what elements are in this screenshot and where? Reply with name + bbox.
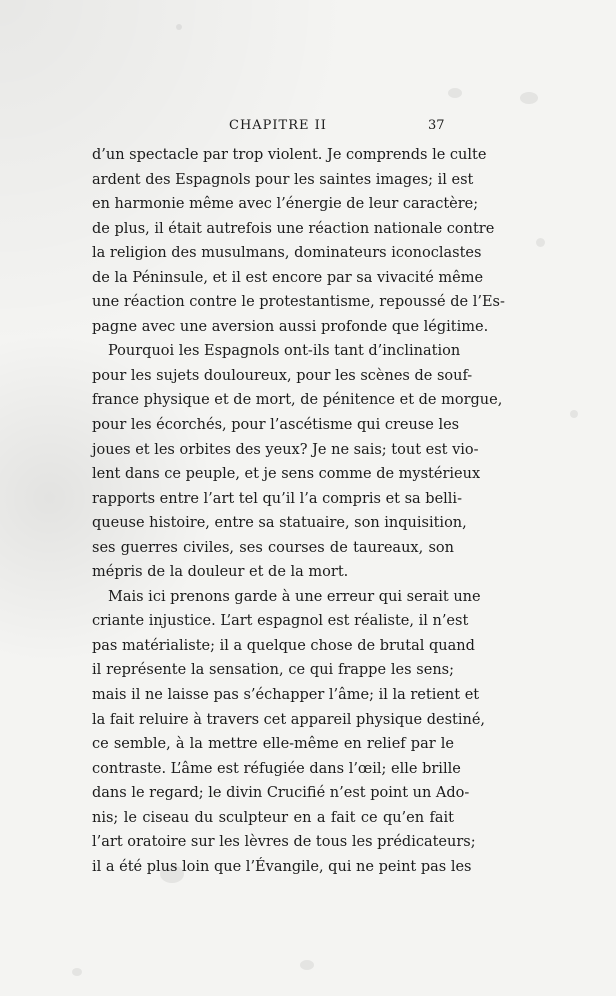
text-line: pour les sujets douloureux, pour les scènes de souf- — [92, 367, 473, 384]
page-number: 37 — [428, 118, 445, 133]
paper-stain — [176, 24, 182, 30]
text-line: Mais ici prenons garde à une erreur qui serait une — [108, 588, 481, 605]
text-line: nis; le ciseau du sculpteur en a fait ce qu’en fait — [92, 809, 454, 826]
text-line: mais il ne laisse pas s’échapper l’âme; il la retient et — [92, 687, 480, 704]
text-line: la fait reluire à travers cet appareil physique destiné, — [92, 711, 486, 728]
text-line: ce semble, à la mettre elle-même en relief par le — [92, 736, 454, 753]
text-line: il a été plus loin que l’Évangile, qui ne peint pas les — [92, 858, 472, 875]
paper-stain — [448, 88, 462, 98]
paper-stain — [300, 960, 314, 970]
text-line: ardent des Espagnols pour les saintes images; il est — [92, 171, 474, 188]
page-header — [0, 118, 616, 138]
paper-stain — [536, 238, 545, 247]
text-line: de la Péninsule, et il est encore par sa vivacité même — [92, 269, 484, 286]
text-line: en harmonie même avec l’énergie de leur caractère; — [92, 196, 479, 213]
text-line: une réaction contre le protestantisme, repoussé de l’Es- — [92, 294, 505, 311]
text-line: lent dans ce peuple, et je sens comme de mystérieux — [92, 466, 481, 483]
text-line: d’un spectacle par trop violent. Je comprends le culte — [92, 147, 487, 163]
text-line: pour les écorchés, pour l’ascétisme qui creuse les — [92, 417, 460, 434]
text-line: dans le regard; le divin Crucifié n’est point un Ado- — [92, 785, 470, 802]
text-line: la religion des musulmans, dominateurs iconoclastes — [92, 245, 482, 262]
text-line: pas matérialiste; il a quelque chose de brutal quand — [92, 637, 475, 654]
paragraph — [92, 143, 505, 339]
text-line: rapports entre l’art tel qu’il l’a compris et sa belli- — [92, 490, 462, 507]
text-line: pagne avec une aversion aussi profonde que légitime. — [92, 318, 489, 335]
text-line: Pourquoi les Espagnols ont-ils tant d’inclination — [108, 343, 461, 360]
body-text — [92, 143, 505, 879]
text-line: france physique et de mort, de pénitence et de morgue, — [92, 392, 503, 409]
paper-stain — [570, 410, 578, 418]
text-line: joues et les orbites des yeux? Je ne sais; tout est vio- — [92, 441, 479, 458]
paragraph — [92, 339, 503, 584]
text-line: mépris de la douleur et de la mort. — [92, 564, 349, 581]
text-line: ses guerres civiles, ses courses de taureaux, son — [92, 539, 454, 556]
text-line: criante injustice. L’art espagnol est réaliste, il n’est — [92, 613, 469, 630]
paragraph — [92, 585, 486, 880]
running-head: CHAPITRE II — [229, 118, 327, 133]
text-line: contraste. L’âme est réfugiée dans l’œil; elle brille — [92, 760, 461, 777]
paper-stain — [520, 92, 538, 104]
text-line: l’art oratoire sur les lèvres de tous les prédicateurs; — [92, 834, 476, 851]
text-line: de plus, il était autrefois une réaction nationale contre — [92, 220, 495, 237]
paper-stain — [72, 968, 82, 976]
text-line: queuse histoire, entre sa statuaire, son inquisition, — [92, 515, 467, 532]
text-line: il représente la sensation, ce qui frappe les sens; — [92, 662, 454, 679]
